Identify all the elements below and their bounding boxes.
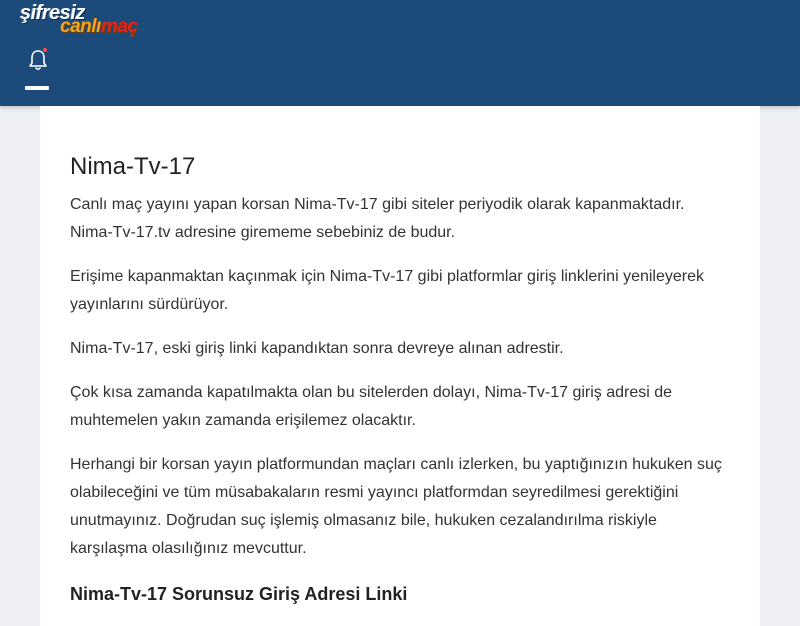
notification-dot xyxy=(43,48,47,52)
section-heading: Nima-Tv-17 Sorunsuz Giriş Adresi Linki xyxy=(70,584,408,604)
logo-text-canli: canlı xyxy=(60,16,101,37)
page-title: Nima-Tv-17 xyxy=(70,153,196,180)
paragraph-4: Çok kısa zamanda kapatılmakta olan bu sitelerden dolayı, Nima-Tv-17 giriş adresi de muhtemelen yakın zamanda erişilemez olacaktır. xyxy=(70,384,673,429)
notification-bell-icon[interactable] xyxy=(28,49,48,71)
article-content xyxy=(70,152,730,607)
logo-text-mac: maç xyxy=(100,16,138,37)
logo-text-bottom xyxy=(60,16,137,38)
site-logo[interactable] xyxy=(20,2,165,40)
logo-text-top: şifresiz xyxy=(20,2,85,24)
paragraph-5: Herhangi bir korsan yayın platformundan maçları canlı izlerken, bu yaptığınızın hukuken suç olabileceğini ve tüm müsabakaların resmi yayıncı platformdan seyredilmesi gerektiğini unutmayınız. Doğrudan suç işlemiş olmasanız bile, hukuken cezalandırılma riskiyle karşılaşma olasılığınız mevcuttur. xyxy=(70,456,722,557)
bell-icon xyxy=(28,49,48,71)
site-header xyxy=(0,0,800,106)
paragraph-2: Erişime kapanmaktan kaçınmak için Nima-Tv-17 gibi platformlar giriş linklerini yenileyerek yayınlarını sürdürüyor. xyxy=(70,268,704,313)
article-card xyxy=(40,106,760,626)
paragraph-1: Canlı maç yayını yapan korsan Nima-Tv-17 gibi siteler periyodik olarak kapanmaktadır. Nima-Tv-17.tv adresine girememe sebebiniz de budur. xyxy=(70,196,685,241)
paragraph-3: Nima-Tv-17, eski giriş linki kapandıktan sonra devreye alınan adrestir. xyxy=(70,340,564,357)
menu-toggle-button[interactable] xyxy=(25,86,49,90)
